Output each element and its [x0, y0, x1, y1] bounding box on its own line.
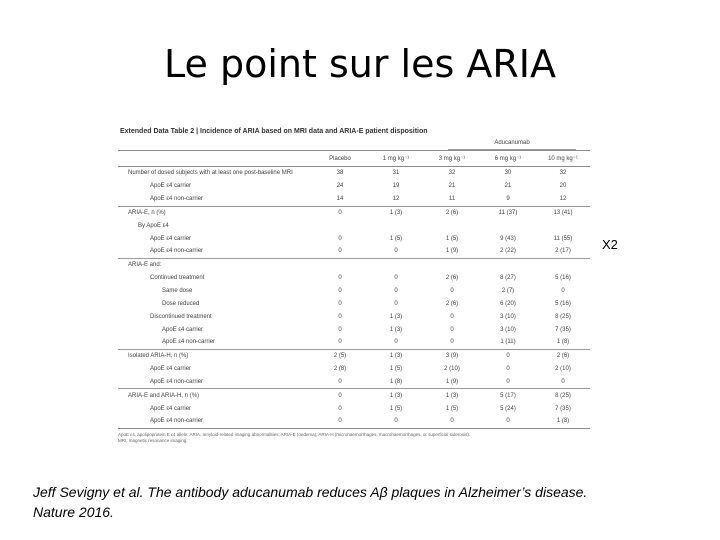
- table-header-row: [118, 151, 590, 167]
- table-cell: 0: [338, 326, 342, 333]
- table-row: [118, 258, 590, 271]
- table-cell: 0: [394, 300, 398, 307]
- row-label: ARIA-E, n (%): [118, 206, 312, 219]
- footnote-line: ApoE ε4, apolipoprotein E ε4 allele; ARIA, amyloid-related imaging abnormalities; ARIA-E (oedema), ARIA-H (microhaemorrhages, macrohaemorrhages, or superficial siderosis).: [118, 431, 471, 437]
- table-cell: 0: [394, 248, 398, 255]
- table-cell: 1 (8): [389, 378, 403, 385]
- table-cell: 1 (5): [445, 235, 459, 242]
- row-label: ApoE ε4 non-carrier: [118, 415, 312, 428]
- table-cell: 2 (8): [333, 366, 347, 373]
- table-cell: 0: [480, 349, 536, 362]
- citation-line: Nature 2016.: [33, 504, 114, 520]
- table-row: [118, 349, 590, 362]
- table-cell: 1 (3): [368, 206, 424, 219]
- table-cell: 24: [336, 183, 344, 190]
- table-cell: [536, 258, 590, 271]
- table-row: [118, 167, 590, 180]
- table-cell: 0: [506, 378, 510, 385]
- table-cell: [368, 258, 424, 271]
- row-label: ApoE ε4 non-carrier: [150, 248, 204, 255]
- table-cell: 0: [338, 235, 342, 242]
- table-row: [118, 323, 590, 336]
- table-cell: 9: [506, 196, 510, 203]
- table-cell: 1 (5): [389, 405, 403, 412]
- table-cell: 3 (10): [500, 313, 516, 320]
- row-label: ApoE ε4 non-carrier: [150, 378, 204, 385]
- table-row: [118, 206, 590, 219]
- table-row: [118, 389, 590, 402]
- table-cell: 1 (3): [368, 349, 424, 362]
- group-header-label: Aducanumab: [494, 140, 530, 146]
- table-cell: 19: [392, 183, 400, 190]
- row-label: Same dose: [162, 288, 193, 295]
- table-cell: 0: [394, 275, 398, 282]
- table-cell: 0: [338, 339, 342, 346]
- table-cell: 0: [561, 378, 565, 385]
- slide-title: Le point sur les ARIA: [164, 42, 556, 86]
- table-cell: 2 (6): [424, 206, 480, 219]
- footnote-line: MRI, magnetic resonance imaging.: [118, 437, 188, 443]
- multiplier-annotation: X2: [602, 237, 618, 252]
- table-row: [118, 376, 590, 389]
- table-cell: 7 (35): [555, 326, 571, 333]
- table-row: [118, 363, 590, 376]
- table-cell: 0: [312, 389, 368, 402]
- row-label: Continued treatment: [150, 275, 205, 282]
- table-cell: 31: [392, 170, 400, 177]
- table-row: [118, 285, 590, 298]
- column-header: 3 mg kg⁻¹: [424, 151, 480, 167]
- table-cell: 0: [338, 288, 342, 295]
- table-cell: [480, 258, 536, 271]
- column-header: 10 mg kg⁻¹: [536, 151, 590, 167]
- table-row: [118, 336, 590, 349]
- table-row: [118, 180, 590, 193]
- row-label: ARIA-E and:: [118, 258, 312, 271]
- table-cell: 2 (10): [555, 366, 571, 373]
- table-cell: 30: [504, 170, 512, 177]
- table-cell: [368, 219, 424, 232]
- row-label: By ApoE ε4: [138, 222, 169, 229]
- table-cell: [536, 219, 590, 232]
- table-cell: 0: [338, 378, 342, 385]
- table-cell: 1 (3): [389, 326, 403, 333]
- row-label: ApoE ε4 non-carrier: [162, 339, 216, 346]
- table-cell: 8 (27): [500, 275, 516, 282]
- table-cell: 0: [312, 206, 368, 219]
- table-cell: 0: [338, 313, 342, 320]
- row-label: ApoE ε4 carrier: [150, 183, 192, 190]
- column-header: 6 mg kg⁻¹: [480, 151, 536, 167]
- table-cell: 13 (41): [536, 206, 590, 219]
- table-cell: 0: [368, 415, 424, 428]
- row-label: Isolated ARIA-H, n (%): [118, 349, 312, 362]
- table-cell: 1 (3): [389, 313, 403, 320]
- table-body: [118, 167, 590, 429]
- table-cell: 0: [561, 288, 565, 295]
- table-row: [118, 402, 590, 415]
- table-cell: 32: [559, 170, 567, 177]
- citation-line: Jeff Sevigny et al. The antibody aducanumab reduces Aβ plaques in Alzheimer’s disease.: [33, 484, 588, 500]
- table-cell: 0: [450, 313, 454, 320]
- table-cell: 1 (11): [500, 339, 516, 346]
- table-cell: 21: [504, 183, 512, 190]
- table-cell: 2 (6): [445, 275, 459, 282]
- incidence-table-figure: [118, 128, 596, 471]
- table-cell: 1 (8): [536, 415, 590, 428]
- table-cell: 0: [338, 275, 342, 282]
- table-cell: 1 (8): [556, 339, 570, 346]
- group-header-rule: [448, 149, 576, 150]
- table-cell: 3 (10): [500, 326, 516, 333]
- table-cell: [424, 219, 480, 232]
- table-row: [118, 245, 590, 258]
- table-row: [118, 297, 590, 310]
- table-cell: 5 (24): [500, 405, 516, 412]
- table-cell: 12: [392, 196, 400, 203]
- row-label: ARIA-E and ARIA-H, n (%): [118, 389, 312, 402]
- table-cell: [312, 258, 368, 271]
- table-cell: 0: [450, 288, 454, 295]
- table-cell: 1 (5): [389, 366, 403, 373]
- table-row: [118, 232, 590, 245]
- column-group-header: [118, 138, 596, 150]
- row-label: ApoE ε4 non-carrier: [150, 196, 204, 203]
- table-cell: 0: [424, 415, 480, 428]
- table-cell: 7 (35): [555, 405, 571, 412]
- table-row: [118, 415, 590, 428]
- row-label: ApoE ε4 carrier: [150, 235, 192, 242]
- incidence-table: [118, 150, 590, 429]
- column-header: Placebo: [312, 151, 368, 167]
- table-cell: 1 (3): [424, 389, 480, 402]
- table-cell: 8 (25): [555, 313, 571, 320]
- table-cell: 0: [450, 326, 454, 333]
- table-cell: 0: [312, 415, 368, 428]
- table-title: Extended Data Table 2 | Incidence of ARIA based on MRI data and ARIA-E patient disposition: [120, 128, 428, 135]
- table-cell: 0: [506, 366, 510, 373]
- table-row: [118, 310, 590, 323]
- table-cell: 1 (9): [445, 248, 459, 255]
- table-cell: 2 (7): [501, 288, 515, 295]
- table-cell: 5 (17): [480, 389, 536, 402]
- table-cell: 9 (43): [500, 235, 516, 242]
- table-row: [118, 272, 590, 285]
- row-label: Number of dosed subjects with at least one post-baseline MRI: [128, 170, 293, 177]
- table-cell: 12: [559, 196, 567, 203]
- row-label: ApoE ε4 carrier: [162, 326, 204, 333]
- table-cell: [312, 219, 368, 232]
- table-cell: 5 (16): [555, 275, 571, 282]
- table-cell: 0: [338, 248, 342, 255]
- table-cell: [424, 258, 480, 271]
- table-cell: 6 (20): [500, 300, 516, 307]
- table-cell: 21: [448, 183, 456, 190]
- table-cell: 1 (5): [445, 405, 459, 412]
- row-label: ApoE ε4 carrier: [150, 366, 192, 373]
- row-label: Dose reduced: [162, 300, 200, 307]
- table-row: [118, 193, 590, 206]
- table-cell: 2 (10): [444, 366, 460, 373]
- table-row: [118, 219, 590, 232]
- table-cell: 0: [338, 405, 342, 412]
- table-cell: 11 (55): [553, 235, 573, 242]
- table-cell: 20: [559, 183, 567, 190]
- citation: [33, 482, 693, 522]
- table-footnote: [118, 432, 588, 444]
- row-label: Discontinued treatment: [150, 313, 212, 320]
- column-header: 1 mg kg⁻¹: [368, 151, 424, 167]
- table-cell: 2 (6): [445, 300, 459, 307]
- table-cell: 0: [394, 339, 398, 346]
- table-cell: 0: [394, 288, 398, 295]
- table-cell: 0: [338, 300, 342, 307]
- table-cell: 1 (9): [445, 378, 459, 385]
- table-cell: 32: [448, 170, 456, 177]
- table-cell: 0: [480, 415, 536, 428]
- table-cell: 11: [448, 196, 456, 203]
- table-cell: 5 (16): [555, 300, 571, 307]
- table-cell: 2 (17): [555, 248, 571, 255]
- table-cell: 3 (9): [424, 349, 480, 362]
- table-cell: 2 (6): [536, 349, 590, 362]
- table-cell: 8 (25): [536, 389, 590, 402]
- table-cell: 14: [336, 196, 344, 203]
- table-cell: 11 (37): [480, 206, 536, 219]
- column-header-label: [118, 151, 312, 167]
- table-cell: 0: [450, 339, 454, 346]
- table-cell: 38: [336, 170, 344, 177]
- table-cell: 2 (22): [500, 248, 516, 255]
- row-label: ApoE ε4 carrier: [150, 405, 192, 412]
- table-cell: 1 (3): [368, 389, 424, 402]
- table-cell: 1 (5): [389, 235, 403, 242]
- table-cell: 2 (5): [312, 349, 368, 362]
- table-cell: [480, 219, 536, 232]
